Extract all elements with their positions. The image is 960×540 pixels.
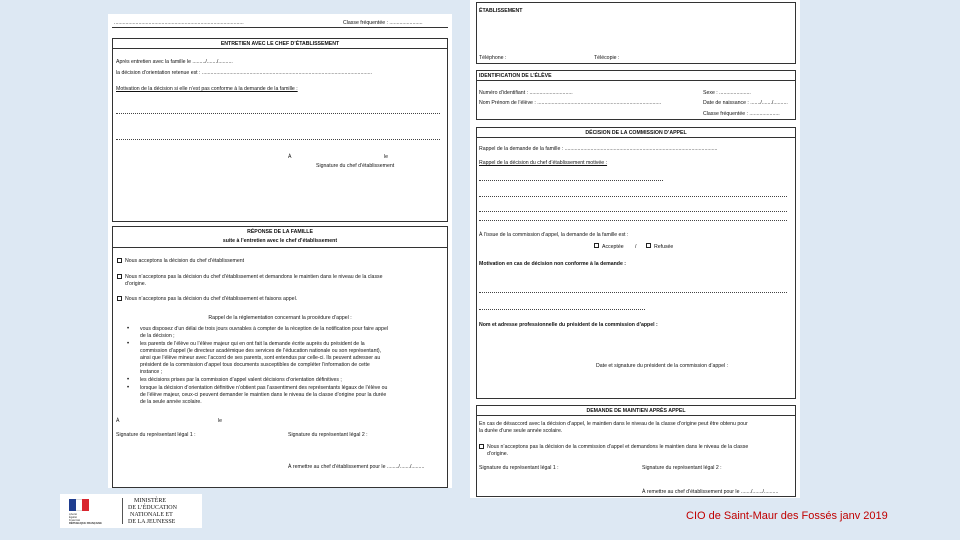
reponse-sig-2: Signature du représentant légal 2 : bbox=[288, 432, 368, 438]
reponse-option-3: Nous n’acceptons pas la décision du chef d’établissement et faisons appel. bbox=[125, 296, 298, 302]
rule-4-line-3: de la seule année scolaire. bbox=[140, 399, 202, 405]
entretien-title: ENTRETIEN AVEC LE CHEF D’ÉTABLISSEMENT bbox=[220, 41, 340, 47]
eleve-classe: Classe fréquentée : ..................... bbox=[703, 111, 780, 117]
rappel-title: Rappel de la réglementation concernant la procédure d’appel : bbox=[208, 315, 352, 321]
reponse-title-1: RÉPONSE DE LA FAMILLE bbox=[247, 229, 313, 235]
commission-president: Nom et adresse professionnelle du président de la commission d’appel : bbox=[479, 322, 658, 328]
rule-3-line-1: les décisions prises par la commission d’appel valent décisions d’orientation définitives ; bbox=[140, 377, 342, 383]
entretien-decision: la décision d’orientation retenue est : ...................................................................................................................... bbox=[116, 70, 373, 76]
ministry-logo bbox=[60, 494, 202, 528]
republic-label: RÉPUBLIQUE FRANÇAISE bbox=[69, 522, 102, 525]
reponse-remettre: À remettre au chef d’établissement pour le ......../......./......... bbox=[288, 464, 425, 470]
etablissement-title: ÉTABLISSEMENT bbox=[479, 8, 523, 14]
motto-2: Égalité bbox=[69, 516, 77, 519]
refusee-checkbox[interactable] bbox=[646, 243, 651, 248]
french-flag-icon bbox=[69, 499, 89, 511]
entretien-signature: Signature du chef d’établissement bbox=[316, 163, 395, 169]
maintien-sig-1: Signature du représentant légal 1 : bbox=[479, 465, 559, 471]
reponse-option-1: Nous acceptons la décision du chef d’établissement bbox=[125, 258, 245, 264]
rule-1-line-2: de la décision ; bbox=[140, 333, 175, 339]
reponse-title-2: suite à l’entretien avec le chef d’établissement bbox=[222, 238, 338, 244]
footer-credit: CIO de Saint-Maur des Fossés janv 2019 bbox=[686, 510, 888, 522]
top-dots: .......................................................................................... bbox=[114, 20, 244, 26]
acceptee-checkbox[interactable] bbox=[594, 243, 599, 248]
rule-2-line-1: les parents de l’élève ou l’élève majeur qui en ont fait la demande écrite auprès du président de la bbox=[140, 341, 365, 347]
maintien-text-2: la durée d’une seule année scolaire. bbox=[479, 428, 563, 434]
reponse-option-2: Nous n’acceptons pas la décision du chef d’établissement et demandons le maintien dans le niveau de la classe bbox=[125, 274, 383, 280]
motto-1: Liberté bbox=[69, 513, 77, 516]
entretien-place: À bbox=[288, 154, 292, 160]
entretien-date: Après entretien avec la famille le ........./......./.......... bbox=[116, 59, 233, 65]
eleve-naissance: Date de naissance : ......./......./.......... bbox=[703, 100, 788, 106]
maintien-remettre: À remettre au chef d’établissement pour le ......./......./.......... bbox=[642, 489, 779, 495]
accept-checkbox[interactable] bbox=[117, 258, 122, 263]
rule-2-line-5: instance ; bbox=[140, 369, 163, 375]
reponse-place: À bbox=[116, 418, 120, 424]
rule-1-line-1: vous disposez d’un délai de trois jours ouvrables à compter de la réception de la notification pour faire appel bbox=[140, 326, 388, 332]
eleve-numero: Numéro d’identifiant : .............................. bbox=[479, 90, 573, 96]
maintien-apres-appel-checkbox[interactable] bbox=[479, 444, 484, 449]
telephone-label: Téléphone : bbox=[479, 55, 507, 61]
form-page-left: .......................................................................................... Classe fréquentée : ....................... ENTRETIEN AVEC LE CHEF D’ÉTABLISSEMENT Après entretien avec la famille le ........./......./.......... la décision d’orientation retenue est : ...................................................................................................................... Motivation de la décision si elle n’est pas conforme à la demande de la famille : À le Signature du chef d’établissement RÉPONSE DE LA FAMILLE suite à l’entretien avec le chef d’établissement Nous acceptons la décision du chef d’établissement Nous n’acceptons pas la décision du chef d’établissement et demandons le maintien dans le niveau de la classe d’origine. Nous n’acceptons pas la décision du chef d’établissement et faisons appel. Rappel de la réglementation concernant la procédure d’appel : • vous disposez d’un délai de trois jours ouvrables à compter de la réception de la notification pour faire appel de la décision ; • les parents de l’élève ou l’élève majeur qui en ont fait la demande écrite auprès du président de la commission d’appel (le directeur académique des services de l’éducation nationale ou son représentant), ainsi que l’élève mineur avec l’accord de ses parents, sont entendus par celle-ci. Ils peuvent adresser au président de la commission d’appel tous documents susceptibles de compléter l’information de cette instance ; • les décisions prises par la commission d’appel valent décisions d’orientation définitives ; • lorsque la décision d’orientation définitive n’obtient pas l’assentiment des représentants légaux de l’élève ou de l’élève majeur, ceux-ci peuvent demander le maintien dans le niveau de la classe d’origine pour la durée de la seule année scolaire. À le Signature du représentant légal 1 : Signature du représentant légal 2 : À remettre au chef d’établissement pour le ......../......./......... bbox=[108, 14, 452, 488]
rule-2-line-4: président de la commission d’appel tous documents susceptibles de compléter l’information de cette bbox=[140, 362, 370, 368]
ministry-line-4: DE LA JEUNESSE bbox=[128, 519, 176, 525]
acceptee-label: Acceptée bbox=[602, 244, 624, 250]
eleve-title: IDENTIFICATION DE L’ÉLÈVE bbox=[479, 73, 552, 79]
acceptee-slash: / bbox=[635, 244, 637, 250]
reponse-sig-1: Signature du représentant légal 1 : bbox=[116, 432, 196, 438]
entretien-section bbox=[112, 38, 448, 222]
rule-4-line-2: de l’élève majeur, ceux-ci peuvent demander le maintien dans le niveau de la classe d’origine pour la durée bbox=[140, 392, 387, 398]
rule-4-line-1: lorsque la décision d’orientation définitive n’obtient pas l’assentiment des représentants légaux de l’élève ou bbox=[140, 385, 388, 391]
ministry-line-2: DE L’ÉDUCATION bbox=[128, 505, 177, 511]
marianne-logo bbox=[63, 497, 119, 525]
maintien-text-1: En cas de désaccord avec la décision d’appel, le maintien dans le niveau de la classe d’origine peut être obtenu pour bbox=[479, 421, 748, 427]
maintien-option-1-cont: d’origine. bbox=[487, 451, 509, 457]
rule-2-line-3: ainsi que l’élève mineur avec l’accord de ses parents, sont entendus par celle-ci. Ils peuvent adresser au bbox=[140, 355, 381, 361]
motto-3: Fraternité bbox=[69, 519, 81, 522]
reponse-date-short: le bbox=[218, 418, 223, 424]
commission-rappel-demande: Rappel de la demande de la famille : .......................................................................................................... bbox=[479, 146, 718, 152]
commission-date-sig: Date et signature du président de la commission d’appel : bbox=[596, 363, 729, 369]
top-classe: Classe fréquentée : ....................... bbox=[343, 20, 423, 26]
eleve-nom: Nom Prénom de l’élève : ...................................................................................... bbox=[479, 100, 662, 106]
reponse-option-2-cont: d’origine. bbox=[125, 281, 147, 287]
commission-motivation: Motivation en cas de décision non conforme à la demande : bbox=[479, 261, 627, 267]
ministry-line-1: MINISTÈRE bbox=[134, 498, 166, 504]
commission-issue: À l’issue de la commission d’appel, la demande de la famille est : bbox=[479, 232, 629, 238]
eleve-sexe: Sexe : ...................... bbox=[703, 90, 751, 96]
commission-title: DÉCISION DE LA COMMISSION D’APPEL bbox=[585, 130, 687, 136]
ministry-line-3: NATIONALE ET bbox=[130, 512, 173, 518]
form-page-right bbox=[470, 0, 800, 498]
maintien-option-1: Nous n’acceptons pas la décision de la commission d’appel et demandons le maintien dans le niveau de la classe bbox=[487, 444, 749, 450]
entretien-motivation: Motivation de la décision si elle n’est pas conforme à la demande de la famille : bbox=[116, 86, 298, 92]
maintien-checkbox[interactable] bbox=[117, 274, 122, 279]
etablissement-section bbox=[476, 2, 796, 64]
maintien-section bbox=[476, 405, 796, 497]
telecopie-label: Télécopie : bbox=[594, 55, 620, 61]
maintien-sig-2: Signature du représentant légal 2 : bbox=[642, 465, 722, 471]
maintien-title: DEMANDE DE MAINTIEN APRÈS APPEL bbox=[586, 408, 686, 414]
rule-2-line-2: commission d’appel (le directeur académique des services de l’éducation nationale ou son représentant), bbox=[140, 348, 382, 354]
commission-rappel-decision: Rappel de la décision du chef d’établissement motivée : bbox=[479, 160, 608, 166]
entretien-date-short: le bbox=[384, 154, 389, 160]
refusee-label: Refusée bbox=[654, 244, 674, 250]
appel-checkbox[interactable] bbox=[117, 296, 122, 301]
